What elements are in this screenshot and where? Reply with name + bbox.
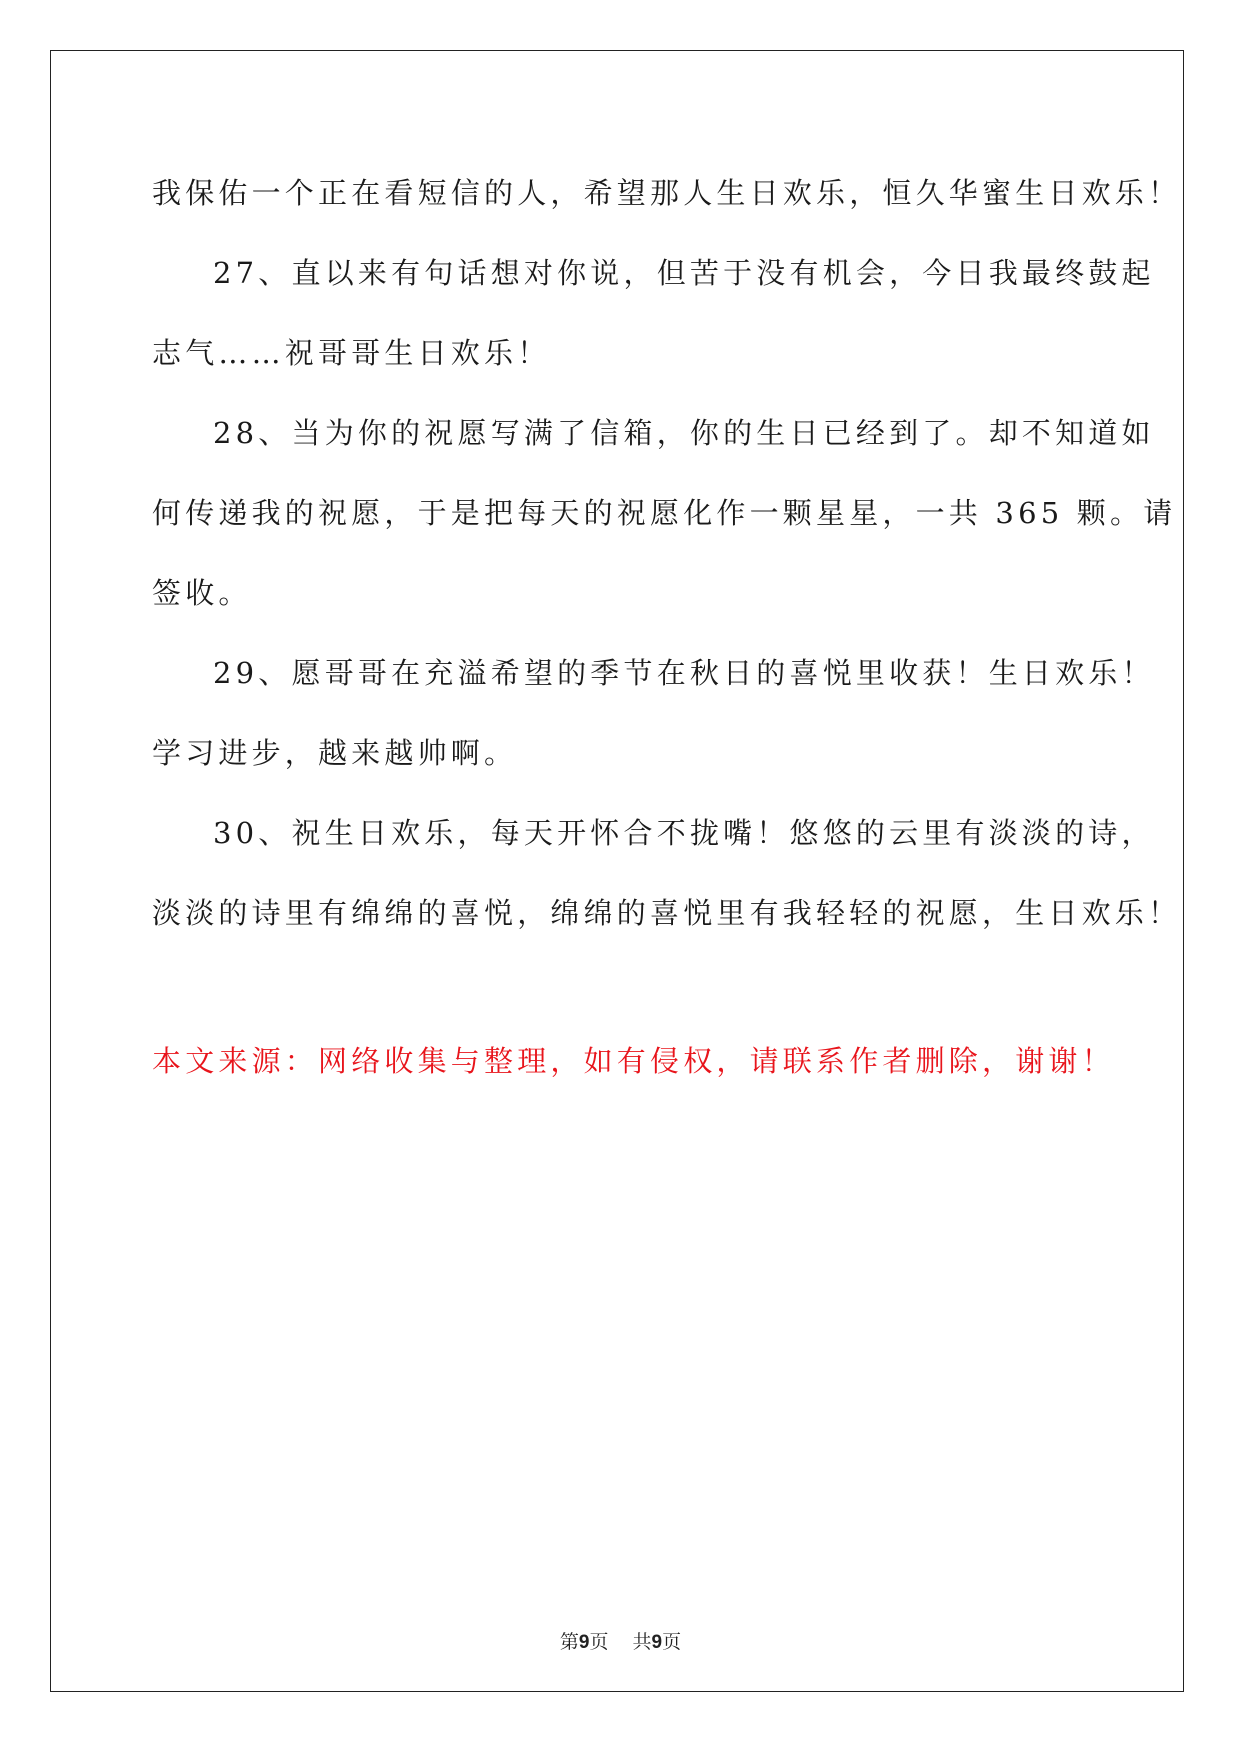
paragraph-28-line-1: 28、当为你的祝愿写满了信箱，你的生日已经到了。却不知道如 — [213, 416, 1155, 450]
paragraph-28-line-3: 签收。 — [152, 576, 252, 610]
paragraph-29-line-2: 学习进步，越来越帅啊。 — [152, 736, 518, 770]
paragraph-27-line-1: 27、直以来有句话想对你说，但苦于没有机会，今日我最终鼓起 — [213, 256, 1155, 290]
page-prefix: 第 — [559, 1631, 579, 1653]
page-current: 9 — [578, 1632, 590, 1653]
page-number-footer — [0, 1628, 1241, 1657]
page-frame — [50, 50, 1184, 1692]
total-suffix: 页 — [662, 1631, 682, 1653]
paragraph-30-line-2: 淡淡的诗里有绵绵的喜悦，绵绵的喜悦里有我轻轻的祝愿，生日欢乐！ — [152, 896, 1182, 930]
total-prefix: 共 — [632, 1631, 652, 1653]
page-suffix: 页 — [589, 1631, 609, 1653]
text-line-1: 我保佑一个正在看短信的人，希望那人生日欢乐，恒久华蜜生日欢乐！ — [152, 176, 1182, 210]
page-total: 9 — [651, 1632, 663, 1653]
paragraph-27-line-2: 志气……祝哥哥生日欢乐！ — [152, 336, 551, 370]
paragraph-30-line-1: 30、祝生日欢乐，每天开怀合不拢嘴！悠悠的云里有淡淡的诗， — [213, 816, 1155, 850]
paragraph-29-line-1: 29、愿哥哥在充溢希望的季节在秋日的喜悦里收获！生日欢乐！ — [213, 656, 1155, 690]
paragraph-28-line-2: 何传递我的祝愿，于是把每天的祝愿化作一颗星星，一共 365 颗。请 — [152, 496, 1177, 530]
source-note: 本文来源：网络收集与整理，如有侵权，请联系作者删除，谢谢！ — [152, 1044, 1115, 1078]
